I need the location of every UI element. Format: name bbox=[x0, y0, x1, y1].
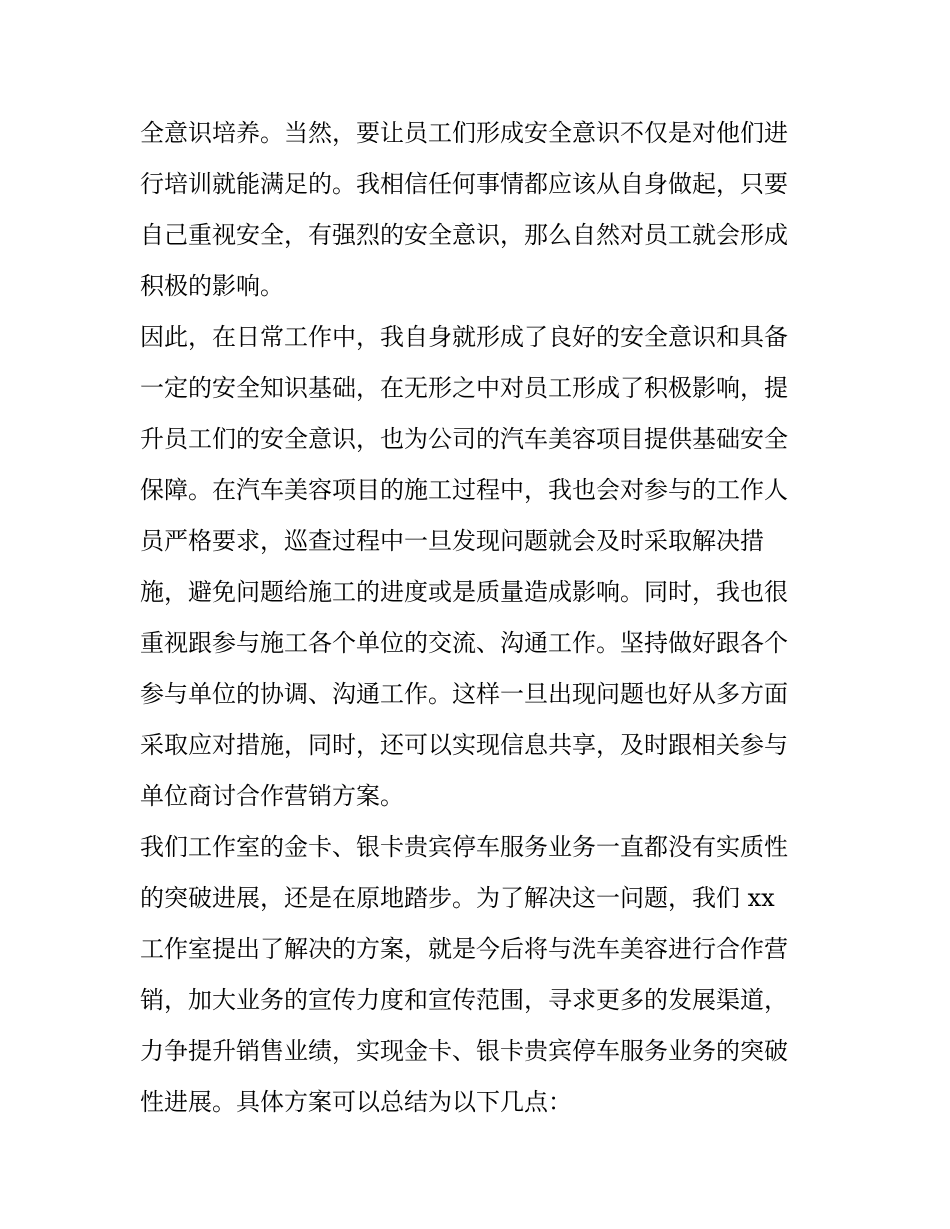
text-line: 员严格要求，巡查过程中一旦发现问题就会及时采取解决措 bbox=[140, 527, 764, 555]
text-line: 我们工作室的金卡、银卡贵宾停车服务业务一直都没有实质性 bbox=[140, 833, 788, 861]
text-line: 单位商讨合作营销方案。 bbox=[140, 782, 404, 810]
text-line: 全意识培养。当然，要让员工们形成安全意识不仅是对他们进 bbox=[140, 119, 788, 147]
text-line: 重视跟参与施工各个单位的交流、沟通工作。坚持做好跟各个 bbox=[140, 629, 788, 657]
text-line: 自己重视安全，有强烈的安全意识，那么自然对员工就会形成 bbox=[140, 221, 788, 249]
text-line: 行培训就能满足的。我相信任何事情都应该从自身做起，只要 bbox=[140, 170, 788, 198]
body-text bbox=[140, 108, 820, 1128]
text-line: 力争提升销售业绩，实现金卡、银卡贵宾停车服务业务的突破 bbox=[140, 1037, 788, 1065]
text-line: 采取应对措施，同时，还可以实现信息共享，及时跟相关参与 bbox=[140, 731, 788, 759]
text-line: 施，避免问题给施工的进度或是质量造成影响。同时，我也很 bbox=[140, 578, 788, 606]
text-line: 积极的影响。 bbox=[140, 272, 284, 300]
text-line: 工作室提出了解决的方案，就是今后将与洗车美容进行合作营 bbox=[140, 935, 788, 963]
text-line: 性进展。具体方案可以总结为以下几点： bbox=[140, 1088, 572, 1116]
text-line: 升员工们的安全意识，也为公司的汽车美容项目提供基础安全 bbox=[140, 425, 788, 453]
text-line: 一定的安全知识基础，在无形之中对员工形成了积极影响，提 bbox=[140, 374, 788, 402]
text-line: 保障。在汽车美容项目的施工过程中，我也会对参与的工作人 bbox=[140, 476, 788, 504]
text-line: 的突破进展，还是在原地踏步。为了解决这一问题，我们 xx bbox=[140, 884, 775, 912]
text-line: 参与单位的协调、沟通工作。这样一旦出现问题也好从多方面 bbox=[140, 680, 788, 708]
text-line: 销，加大业务的宣传力度和宣传范围，寻求更多的发展渠道， bbox=[140, 986, 788, 1014]
text-line: 因此，在日常工作中，我自身就形成了良好的安全意识和具备 bbox=[140, 323, 788, 351]
